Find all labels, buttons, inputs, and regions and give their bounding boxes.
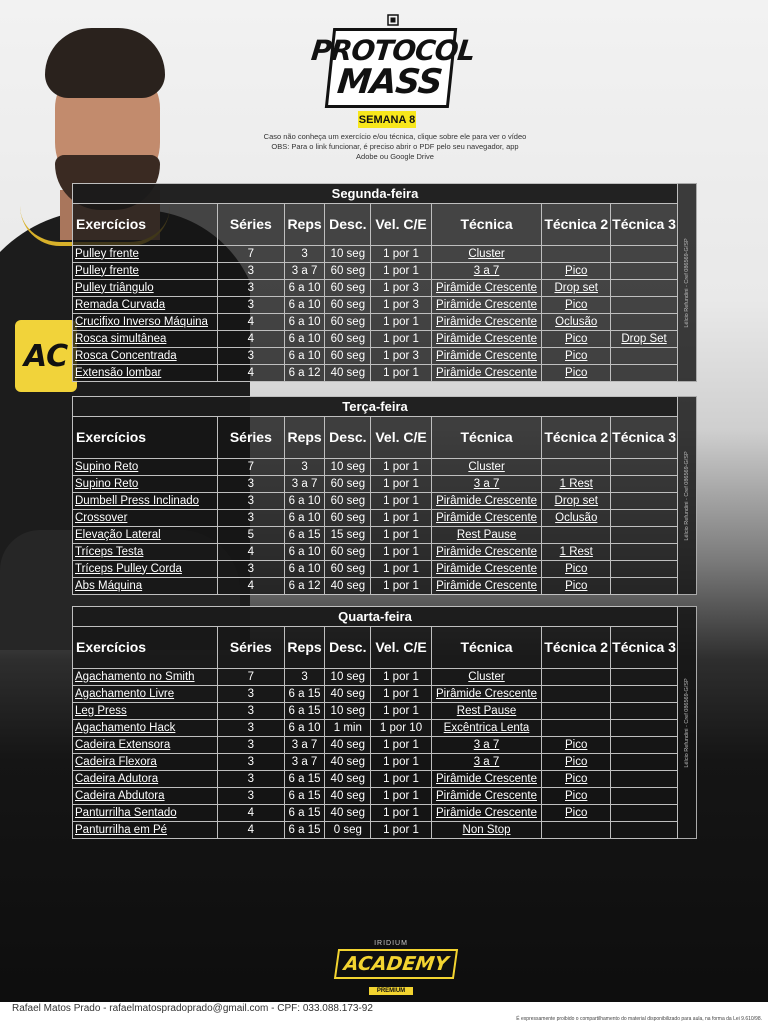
col-technique-3-cell <box>611 476 678 493</box>
col-reps-cell: 6 a 15 <box>284 686 325 703</box>
col-technique-3-header: Técnica 3 <box>611 417 678 459</box>
day-title: Segunda-feira <box>73 184 678 204</box>
col-exercises-cell[interactable]: Panturrilha Sentado <box>73 805 218 822</box>
col-series-cell: 4 <box>217 365 284 382</box>
col-exercises-cell[interactable]: Agachamento no Smith <box>73 669 218 686</box>
col-technique-2-cell <box>542 822 611 839</box>
col-reps-cell: 6 a 10 <box>284 510 325 527</box>
col-rest-cell: 60 seg <box>325 348 371 365</box>
table-row <box>73 365 678 382</box>
col-technique-3-cell <box>611 365 678 382</box>
col-rest-cell: 40 seg <box>325 686 371 703</box>
col-reps-cell: 3 <box>284 669 325 686</box>
col-exercises-cell[interactable]: Panturrilha em Pé <box>73 822 218 839</box>
col-reps-header: Reps <box>284 417 325 459</box>
col-exercises-cell[interactable]: Rosca simultânea <box>73 331 218 348</box>
col-technique-2-cell <box>542 246 611 263</box>
col-technique-3-cell <box>611 493 678 510</box>
col-technique-header: Técnica <box>431 204 542 246</box>
credit-strip <box>678 396 697 595</box>
table-row <box>73 263 678 280</box>
col-technique-2-cell[interactable]: Pico <box>542 331 611 348</box>
col-technique-3-cell <box>611 771 678 788</box>
col-series-header: Séries <box>217 204 284 246</box>
table-row <box>73 669 678 686</box>
col-technique-cell[interactable]: Pirâmide Crescente <box>431 788 542 805</box>
col-technique-cell[interactable]: Pirâmide Crescente <box>431 561 542 578</box>
col-technique-cell[interactable]: 3 a 7 <box>431 476 542 493</box>
table-row <box>73 805 678 822</box>
table-row <box>73 476 678 493</box>
col-rest-cell: 15 seg <box>325 527 371 544</box>
col-technique-cell[interactable]: Pirâmide Crescente <box>431 544 542 561</box>
col-reps-cell: 6 a 15 <box>284 771 325 788</box>
note-line-1: Caso não conheça um exercício e/ou técnica, clique sobre ele para ver o vídeo <box>263 132 527 141</box>
credit-text: Lélcio Refundini - Cref 086569-G/SP <box>684 237 690 328</box>
col-technique-2-cell[interactable]: Pico <box>542 263 611 280</box>
col-reps-cell: 6 a 10 <box>284 297 325 314</box>
table-row <box>73 720 678 737</box>
col-exercises-cell[interactable]: Crucifixo Inverso Máquina <box>73 314 218 331</box>
col-technique-2-header: Técnica 2 <box>542 204 611 246</box>
col-exercises-cell[interactable]: Rosca Concentrada <box>73 348 218 365</box>
col-technique-2-header: Técnica 2 <box>542 417 611 459</box>
col-reps-cell: 6 a 10 <box>284 314 325 331</box>
col-rest-cell: 10 seg <box>325 669 371 686</box>
col-technique-2-cell[interactable]: Pico <box>542 737 611 754</box>
col-exercises-cell[interactable]: Cadeira Adutora <box>73 771 218 788</box>
col-speed-cell: 1 por 1 <box>371 822 431 839</box>
col-technique-3-cell <box>611 544 678 561</box>
col-reps-cell: 3 <box>284 459 325 476</box>
col-technique-cell[interactable]: Rest Pause <box>431 527 542 544</box>
col-series-cell: 3 <box>217 297 284 314</box>
day-title: Terça-feira <box>73 397 678 417</box>
col-series-cell: 3 <box>217 476 284 493</box>
col-rest-cell: 60 seg <box>325 544 371 561</box>
day-table-1 <box>72 183 697 382</box>
col-reps-cell: 3 a 7 <box>284 754 325 771</box>
col-technique-2-cell <box>542 669 611 686</box>
col-reps-cell: 6 a 10 <box>284 280 325 297</box>
col-reps-cell: 6 a 10 <box>284 544 325 561</box>
table-row <box>73 493 678 510</box>
col-reps-header: Reps <box>284 204 325 246</box>
col-speed-cell: 1 por 1 <box>371 669 431 686</box>
col-reps-cell: 6 a 15 <box>284 822 325 839</box>
col-speed-cell: 1 por 10 <box>371 720 431 737</box>
col-technique-3-cell <box>611 297 678 314</box>
academy-name: ACADEMY <box>334 949 458 979</box>
col-series-header: Séries <box>217 627 284 669</box>
day-title: Quarta-feira <box>73 607 678 627</box>
col-rest-cell: 40 seg <box>325 578 371 595</box>
col-exercises-cell[interactable]: Dumbell Press Inclinado <box>73 493 218 510</box>
col-technique-header: Técnica <box>431 627 542 669</box>
col-speed-header: Vel. C/E <box>371 417 431 459</box>
table-row <box>73 331 678 348</box>
col-technique-cell[interactable]: Pirâmide Crescente <box>431 365 542 382</box>
col-technique-2-cell[interactable]: Oclusão <box>542 314 611 331</box>
col-rest-header: Desc. <box>325 627 371 669</box>
col-exercises-cell[interactable]: Elevação Lateral <box>73 527 218 544</box>
col-rest-cell: 60 seg <box>325 280 371 297</box>
col-reps-cell: 6 a 15 <box>284 788 325 805</box>
col-rest-cell: 40 seg <box>325 771 371 788</box>
col-technique-2-cell[interactable]: Drop set <box>542 280 611 297</box>
col-technique-3-cell <box>611 578 678 595</box>
col-technique-3-cell <box>611 348 678 365</box>
col-technique-2-cell[interactable]: Drop set <box>542 493 611 510</box>
col-technique-cell[interactable]: Cluster <box>431 669 542 686</box>
col-technique-cell[interactable]: Rest Pause <box>431 703 542 720</box>
credit-strip <box>678 606 697 839</box>
col-technique-cell[interactable]: 3 a 7 <box>431 263 542 280</box>
col-exercises-cell[interactable]: Supino Reto <box>73 459 218 476</box>
col-series-cell: 5 <box>217 527 284 544</box>
col-exercises-cell[interactable]: Tríceps Testa <box>73 544 218 561</box>
col-technique-3-cell <box>611 280 678 297</box>
col-reps-cell: 6 a 10 <box>284 348 325 365</box>
col-exercises-cell[interactable]: Agachamento Livre <box>73 686 218 703</box>
col-technique-3-cell <box>611 686 678 703</box>
col-technique-cell[interactable]: Cluster <box>431 246 542 263</box>
col-speed-cell: 1 por 3 <box>371 297 431 314</box>
col-speed-cell: 1 por 1 <box>371 314 431 331</box>
col-technique-2-cell[interactable]: Pico <box>542 754 611 771</box>
col-technique-3-cell <box>611 720 678 737</box>
col-speed-cell: 1 por 1 <box>371 771 431 788</box>
logo-line-1: PROTOCOL <box>309 34 477 67</box>
protocol-mass-logo <box>309 14 477 108</box>
col-rest-cell: 1 min <box>325 720 371 737</box>
table-row <box>73 527 678 544</box>
col-series-cell: 3 <box>217 686 284 703</box>
col-speed-cell: 1 por 3 <box>371 280 431 297</box>
col-reps-cell: 3 <box>284 246 325 263</box>
col-exercises-cell[interactable]: Agachamento Hack <box>73 720 218 737</box>
col-series-cell: 3 <box>217 754 284 771</box>
col-reps-cell: 6 a 12 <box>284 365 325 382</box>
col-rest-cell: 40 seg <box>325 737 371 754</box>
col-technique-3-cell <box>611 754 678 771</box>
col-technique-cell[interactable]: Non Stop <box>431 822 542 839</box>
footer-bar <box>0 1002 768 1024</box>
table-row <box>73 348 678 365</box>
table-row <box>73 771 678 788</box>
table-row <box>73 544 678 561</box>
owner-info: Rafael Matos Prado - rafaelmatospradoprado@gmail.com - CPF: 033.088.173-92 <box>12 1003 373 1014</box>
col-technique-2-cell[interactable]: Pico <box>542 805 611 822</box>
col-technique-3-header: Técnica 3 <box>611 627 678 669</box>
col-exercises-cell[interactable]: Crossover <box>73 510 218 527</box>
col-series-cell: 4 <box>217 544 284 561</box>
col-technique-3-cell <box>611 246 678 263</box>
table-row <box>73 686 678 703</box>
col-series-cell: 3 <box>217 561 284 578</box>
col-technique-2-cell <box>542 720 611 737</box>
col-technique-3-cell <box>611 737 678 754</box>
table-row <box>73 822 678 839</box>
col-technique-2-cell[interactable]: 1 Rest <box>542 544 611 561</box>
table-row <box>73 510 678 527</box>
col-rest-cell: 60 seg <box>325 493 371 510</box>
col-speed-cell: 1 por 1 <box>371 459 431 476</box>
legal-notice: É expressamente proibido o compartilhamento do material disponibilizado para aula, na forma da Lei 9.610/98. <box>516 1016 762 1022</box>
col-exercises-cell[interactable]: Tríceps Pulley Corda <box>73 561 218 578</box>
col-reps-cell: 6 a 15 <box>284 527 325 544</box>
col-exercises-header: Exercícios <box>73 627 218 669</box>
col-rest-header: Desc. <box>325 417 371 459</box>
col-rest-cell: 60 seg <box>325 510 371 527</box>
col-speed-cell: 1 por 1 <box>371 510 431 527</box>
academy-top-text: IRIDIUM <box>374 940 408 947</box>
col-series-cell: 3 <box>217 493 284 510</box>
col-rest-header: Desc. <box>325 204 371 246</box>
col-rest-cell: 60 seg <box>325 314 371 331</box>
col-technique-2-cell <box>542 527 611 544</box>
col-exercises-cell[interactable]: Remada Curvada <box>73 297 218 314</box>
col-rest-cell: 60 seg <box>325 476 371 493</box>
col-speed-cell: 1 por 1 <box>371 365 431 382</box>
col-technique-3-cell <box>611 703 678 720</box>
col-technique-2-cell <box>542 686 611 703</box>
col-exercises-cell[interactable]: Pulley triângulo <box>73 280 218 297</box>
col-technique-2-cell[interactable]: Pico <box>542 365 611 382</box>
col-speed-cell: 1 por 1 <box>371 805 431 822</box>
col-series-cell: 7 <box>217 669 284 686</box>
table-row <box>73 297 678 314</box>
col-technique-3-cell <box>611 510 678 527</box>
col-reps-cell: 6 a 15 <box>284 805 325 822</box>
col-technique-cell[interactable]: Pirâmide Crescente <box>431 280 542 297</box>
col-series-cell: 4 <box>217 331 284 348</box>
col-technique-2-cell[interactable]: Pico <box>542 297 611 314</box>
col-exercises-cell[interactable]: Supino Reto <box>73 476 218 493</box>
day-table-2 <box>72 396 697 595</box>
col-series-cell: 3 <box>217 510 284 527</box>
table-row <box>73 280 678 297</box>
credit-strip <box>678 183 697 382</box>
col-reps-cell: 3 a 7 <box>284 737 325 754</box>
col-exercises-cell[interactable]: Pulley frente <box>73 263 218 280</box>
col-technique-cell[interactable]: Pirâmide Crescente <box>431 493 542 510</box>
col-series-cell: 4 <box>217 314 284 331</box>
col-series-cell: 4 <box>217 578 284 595</box>
col-technique-cell[interactable]: Pirâmide Crescente <box>431 771 542 788</box>
workout-table <box>72 396 678 595</box>
col-technique-2-cell <box>542 703 611 720</box>
instructions-note <box>260 132 530 162</box>
col-rest-cell: 60 seg <box>325 331 371 348</box>
col-series-cell: 3 <box>217 280 284 297</box>
logo-box <box>309 28 477 108</box>
day-table-3 <box>72 606 697 839</box>
col-rest-cell: 40 seg <box>325 805 371 822</box>
col-exercises-cell[interactable]: Abs Máquina <box>73 578 218 595</box>
workout-table <box>72 606 678 839</box>
col-rest-cell: 10 seg <box>325 703 371 720</box>
col-technique-cell[interactable]: 3 a 7 <box>431 754 542 771</box>
col-technique-cell[interactable]: Pirâmide Crescente <box>431 297 542 314</box>
col-speed-cell: 1 por 1 <box>371 544 431 561</box>
col-technique-3-cell <box>611 561 678 578</box>
credit-text: Lélcio Refundini - Cref 086569-G/SP <box>684 677 690 768</box>
col-technique-2-cell[interactable]: Pico <box>542 348 611 365</box>
col-technique-2-cell[interactable]: Pico <box>542 788 611 805</box>
col-rest-cell: 40 seg <box>325 365 371 382</box>
col-speed-cell: 1 por 3 <box>371 348 431 365</box>
col-speed-cell: 1 por 1 <box>371 527 431 544</box>
col-series-header: Séries <box>217 417 284 459</box>
col-technique-2-cell[interactable]: Oclusão <box>542 510 611 527</box>
col-series-cell: 7 <box>217 459 284 476</box>
col-technique-cell[interactable]: 3 a 7 <box>431 737 542 754</box>
col-speed-header: Vel. C/E <box>371 627 431 669</box>
col-technique-cell[interactable]: Pirâmide Crescente <box>431 348 542 365</box>
col-series-cell: 4 <box>217 822 284 839</box>
table-row <box>73 737 678 754</box>
col-speed-cell: 1 por 1 <box>371 737 431 754</box>
table-row <box>73 788 678 805</box>
col-speed-cell: 1 por 1 <box>371 493 431 510</box>
col-technique-3-cell[interactable]: Drop Set <box>611 331 678 348</box>
col-speed-cell: 1 por 1 <box>371 476 431 493</box>
col-rest-cell: 40 seg <box>325 754 371 771</box>
table-row <box>73 754 678 771</box>
col-rest-cell: 60 seg <box>325 561 371 578</box>
col-exercises-cell[interactable]: Pulley frente <box>73 246 218 263</box>
shirt-logo-patch: AC <box>15 320 77 392</box>
col-technique-cell[interactable]: Pirâmide Crescente <box>431 805 542 822</box>
col-speed-cell: 1 por 1 <box>371 561 431 578</box>
col-technique-3-cell <box>611 263 678 280</box>
col-technique-2-header: Técnica 2 <box>542 627 611 669</box>
col-technique-cell[interactable]: Pirâmide Crescente <box>431 331 542 348</box>
col-reps-cell: 3 a 7 <box>284 476 325 493</box>
col-technique-3-cell <box>611 314 678 331</box>
col-exercises-cell[interactable]: Cadeira Abdutora <box>73 788 218 805</box>
col-series-cell: 3 <box>217 348 284 365</box>
col-rest-cell: 60 seg <box>325 263 371 280</box>
credit-text: Lélcio Refundini - Cref 086569-G/SP <box>684 450 690 541</box>
col-technique-3-cell <box>611 459 678 476</box>
col-rest-cell: 60 seg <box>325 297 371 314</box>
col-speed-cell: 1 por 1 <box>371 263 431 280</box>
col-technique-cell[interactable]: Excêntrica Lenta <box>431 720 542 737</box>
col-rest-cell: 40 seg <box>325 788 371 805</box>
table-row <box>73 459 678 476</box>
col-exercises-cell[interactable]: Leg Press <box>73 703 218 720</box>
col-rest-cell: 0 seg <box>325 822 371 839</box>
col-reps-header: Reps <box>284 627 325 669</box>
col-reps-cell: 6 a 12 <box>284 578 325 595</box>
col-speed-cell: 1 por 1 <box>371 788 431 805</box>
col-series-cell: 3 <box>217 263 284 280</box>
col-speed-cell: 1 por 1 <box>371 578 431 595</box>
col-speed-cell: 1 por 1 <box>371 331 431 348</box>
col-technique-header: Técnica <box>431 417 542 459</box>
col-reps-cell: 6 a 10 <box>284 331 325 348</box>
table-row <box>73 578 678 595</box>
athlete-hair <box>45 28 165 98</box>
col-reps-cell: 6 a 10 <box>284 720 325 737</box>
col-technique-3-header: Técnica 3 <box>611 204 678 246</box>
col-series-cell: 3 <box>217 720 284 737</box>
col-exercises-cell[interactable]: Extensão lombar <box>73 365 218 382</box>
col-speed-header: Vel. C/E <box>371 204 431 246</box>
col-reps-cell: 6 a 10 <box>284 561 325 578</box>
col-technique-2-cell[interactable]: Pico <box>542 578 611 595</box>
col-exercises-header: Exercícios <box>73 204 218 246</box>
logo-line-2: MASS <box>335 62 444 102</box>
col-rest-cell: 10 seg <box>325 459 371 476</box>
academy-bottom-text: PREMIUM <box>369 987 413 995</box>
col-exercises-header: Exercícios <box>73 417 218 459</box>
col-technique-3-cell <box>611 527 678 544</box>
note-line-2: OBS: Para o link funcionar, é preciso abrir o PDF pelo seu navegador, app Adobe ou Google Drive <box>271 142 519 161</box>
week-badge: SEMANA 8 <box>358 111 416 128</box>
col-exercises-cell[interactable]: Cadeira Flexora <box>73 754 218 771</box>
workout-table <box>72 183 678 382</box>
col-rest-cell: 10 seg <box>325 246 371 263</box>
col-technique-cell[interactable]: Pirâmide Crescente <box>431 686 542 703</box>
col-technique-cell[interactable]: Pirâmide Crescente <box>431 578 542 595</box>
col-speed-cell: 1 por 1 <box>371 754 431 771</box>
col-series-cell: 3 <box>217 703 284 720</box>
col-technique-cell[interactable]: Pirâmide Crescente <box>431 314 542 331</box>
col-series-cell: 3 <box>217 788 284 805</box>
col-speed-cell: 1 por 1 <box>371 246 431 263</box>
col-series-cell: 3 <box>217 737 284 754</box>
col-technique-cell[interactable]: Cluster <box>431 459 542 476</box>
col-technique-2-cell[interactable]: Pico <box>542 561 611 578</box>
col-reps-cell: 6 a 10 <box>284 493 325 510</box>
col-speed-cell: 1 por 1 <box>371 686 431 703</box>
col-reps-cell: 3 a 7 <box>284 263 325 280</box>
col-speed-cell: 1 por 1 <box>371 703 431 720</box>
col-reps-cell: 6 a 15 <box>284 703 325 720</box>
col-technique-3-cell <box>611 788 678 805</box>
table-row <box>73 246 678 263</box>
col-technique-cell[interactable]: Pirâmide Crescente <box>431 510 542 527</box>
col-technique-3-cell <box>611 822 678 839</box>
col-technique-3-cell <box>611 805 678 822</box>
table-row <box>73 703 678 720</box>
col-exercises-cell[interactable]: Cadeira Extensora <box>73 737 218 754</box>
col-series-cell: 3 <box>217 771 284 788</box>
iridium-academy-logo <box>336 940 450 997</box>
col-technique-2-cell <box>542 459 611 476</box>
iridium-mark-icon <box>387 14 399 26</box>
table-row <box>73 314 678 331</box>
col-technique-2-cell[interactable]: Pico <box>542 771 611 788</box>
table-row <box>73 561 678 578</box>
col-technique-3-cell <box>611 669 678 686</box>
col-technique-2-cell[interactable]: 1 Rest <box>542 476 611 493</box>
col-series-cell: 7 <box>217 246 284 263</box>
col-series-cell: 4 <box>217 805 284 822</box>
